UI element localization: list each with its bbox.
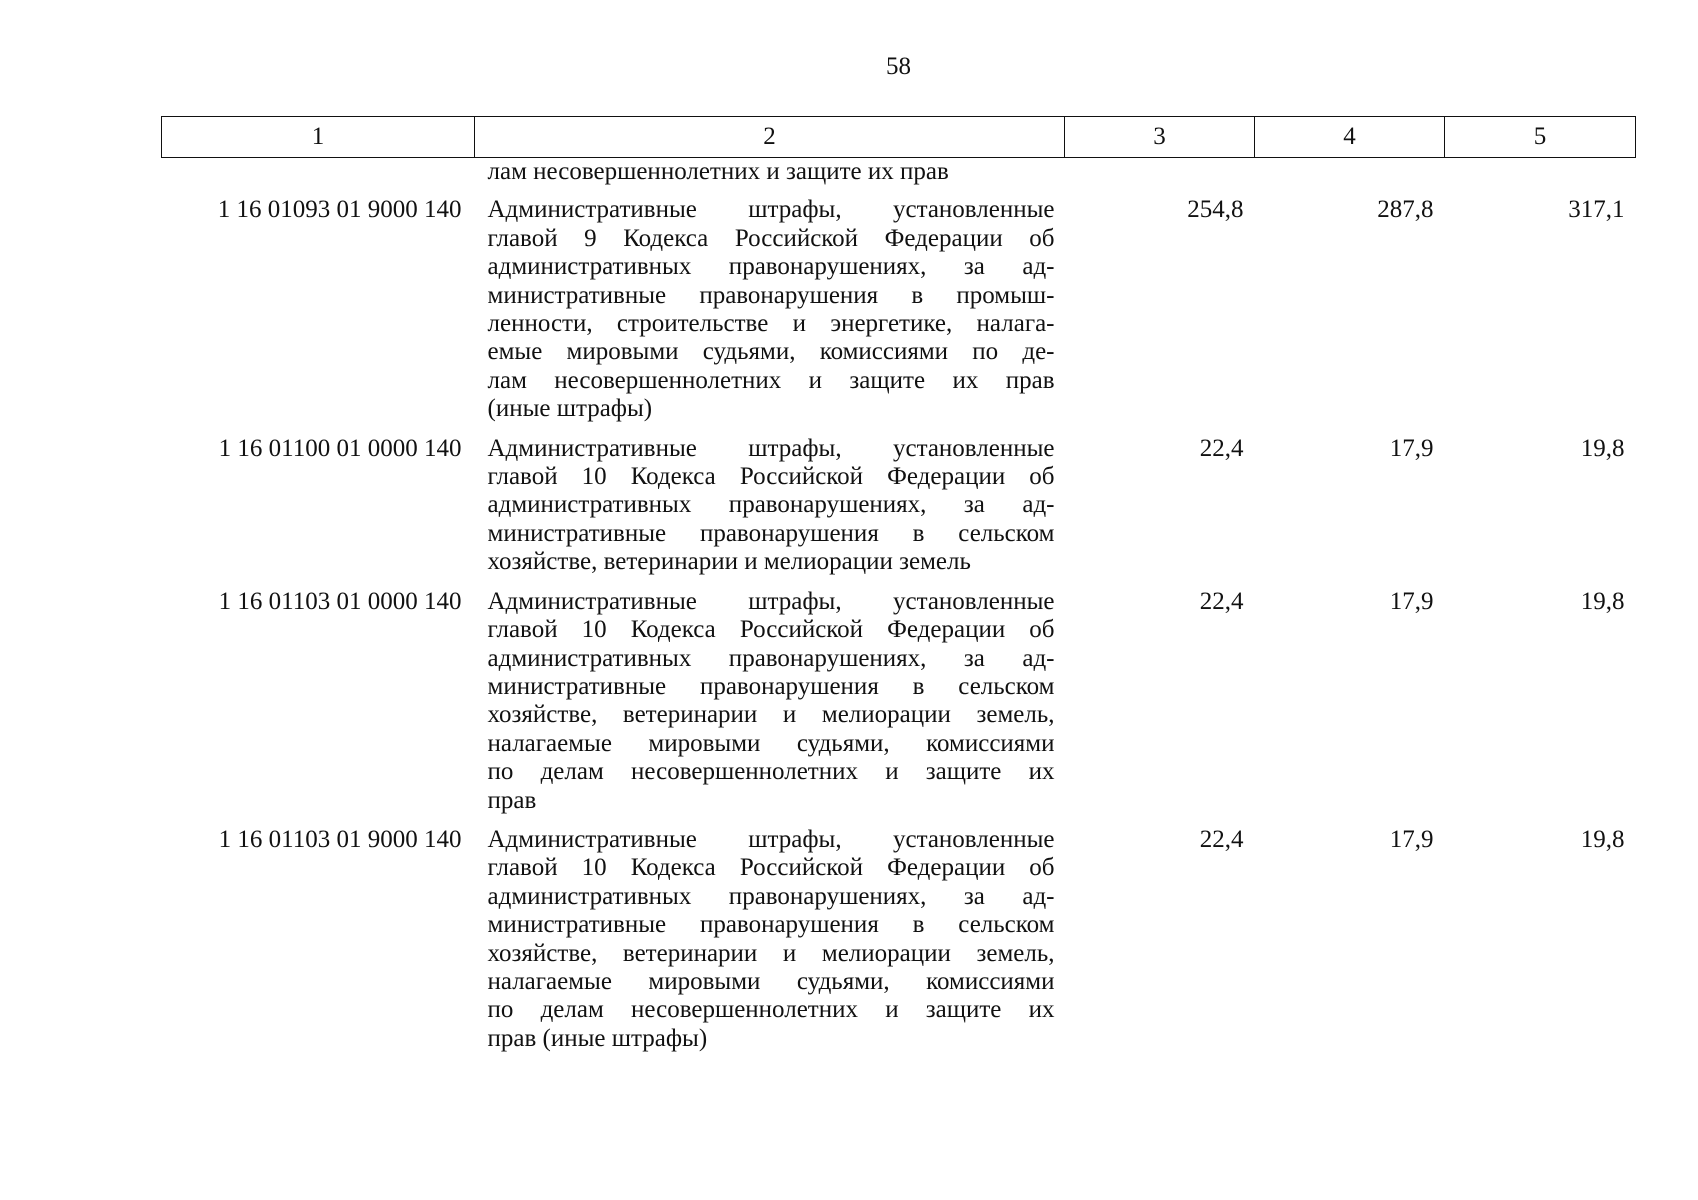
description-line: налагаемые мировыми судьями, комиссиями <box>487 967 1055 995</box>
description-line: Административные штрафы, установленные <box>487 434 1055 462</box>
continuation-col-5 <box>1445 158 1636 197</box>
table-row <box>162 826 1636 1064</box>
header-col-3: 3 <box>1065 117 1255 158</box>
budget-code-cell: 1 16 01103 01 0000 140 <box>218 587 462 615</box>
description-line: прав (иные штрафы) <box>487 1024 708 1052</box>
header-row <box>162 117 1636 158</box>
description-cell <box>475 588 1065 826</box>
description-cell <box>475 435 1065 588</box>
header-col-5: 5 <box>1445 117 1636 158</box>
value-col4-cell: 17,9 <box>1389 587 1434 615</box>
description-line: Административные штрафы, установленные <box>487 587 1055 615</box>
header-col-1: 1 <box>162 117 475 158</box>
description-line: хозяйстве, ветеринарии и мелиорации земель, <box>487 939 1055 967</box>
value-col3-cell: 22,4 <box>1199 825 1244 853</box>
budget-code-cell: 1 16 01100 01 0000 140 <box>218 434 462 462</box>
description-line: Административные штрафы, установленные <box>487 825 1055 853</box>
description-line: главой 10 Кодекса Российской Федерации об <box>487 854 1055 882</box>
budget-code-cell: 1 16 01093 01 9000 140 <box>217 196 462 224</box>
value-col4-cell: 287,8 <box>1377 196 1434 224</box>
table-row <box>162 435 1636 588</box>
value-col4-cell: 17,9 <box>1389 825 1434 853</box>
description-line: главой 10 Кодекса Российской Федерации об <box>487 616 1055 644</box>
description-cell <box>475 196 1065 434</box>
continuation-code-cell <box>162 158 475 197</box>
description-line: (иные штрафы) <box>487 395 653 423</box>
description-line: министративные правонарушения в промыш- <box>487 281 1055 309</box>
continuation-col-3 <box>1065 158 1255 197</box>
value-col5-cell: 317,1 <box>1568 196 1625 224</box>
description-line: административных правонарушениях, за ад- <box>487 644 1055 672</box>
continuation-description: лам несовершеннолетних и защите их прав <box>487 158 949 185</box>
description-line: министративные правонарушения в сельском <box>487 519 1055 547</box>
description-line: ленности, строительстве и энергетике, налага- <box>487 310 1055 338</box>
value-col4-cell: 17,9 <box>1389 434 1434 462</box>
page-number: 58 <box>886 53 911 80</box>
description-line: лам несовершеннолетних и защите их прав <box>487 366 1055 394</box>
value-col3-cell: 254,8 <box>1187 196 1244 224</box>
description-line: министративные правонарушения в сельском <box>487 672 1055 700</box>
table-header <box>162 117 1636 158</box>
value-col5-cell: 19,8 <box>1580 825 1625 853</box>
budget-table <box>161 116 1636 1064</box>
description-line: хозяйстве, ветеринарии и мелиорации земель, <box>487 701 1055 729</box>
description-line: прав <box>487 786 537 814</box>
description-line: главой 10 Кодекса Российской Федерации об <box>487 463 1055 491</box>
header-col-2: 2 <box>475 117 1065 158</box>
description-line: административных правонарушениях, за ад- <box>487 253 1055 281</box>
header-col-4: 4 <box>1255 117 1445 158</box>
table-body <box>162 158 1636 1065</box>
description-line: административных правонарушениях, за ад- <box>487 882 1055 910</box>
description-line: административных правонарушениях, за ад- <box>487 491 1055 519</box>
continuation-col-4 <box>1255 158 1445 197</box>
description-line: емые мировыми судьями, комиссиями по де- <box>487 338 1055 366</box>
value-col5-cell: 19,8 <box>1580 587 1625 615</box>
value-col3-cell: 22,4 <box>1199 434 1244 462</box>
description-line: налагаемые мировыми судьями, комиссиями <box>487 729 1055 757</box>
table-row <box>162 196 1636 434</box>
budget-table-container <box>161 116 1635 1064</box>
description-line: Административные штрафы, установленные <box>487 196 1055 224</box>
description-line: главой 9 Кодекса Российской Федерации об <box>487 224 1055 252</box>
table-row <box>162 588 1636 826</box>
value-col3-cell: 22,4 <box>1199 587 1244 615</box>
description-line: по делам несовершеннолетних и защите их <box>487 758 1055 786</box>
description-line: по делам несовершеннолетних и защите их <box>487 996 1055 1024</box>
description-line: хозяйстве, ветеринарии и мелиорации земель <box>487 548 971 576</box>
value-col5-cell: 19,8 <box>1580 434 1625 462</box>
description-cell <box>475 826 1065 1064</box>
continuation-row <box>162 158 1636 197</box>
description-line: министративные правонарушения в сельском <box>487 911 1055 939</box>
budget-code-cell: 1 16 01103 01 9000 140 <box>218 825 462 853</box>
